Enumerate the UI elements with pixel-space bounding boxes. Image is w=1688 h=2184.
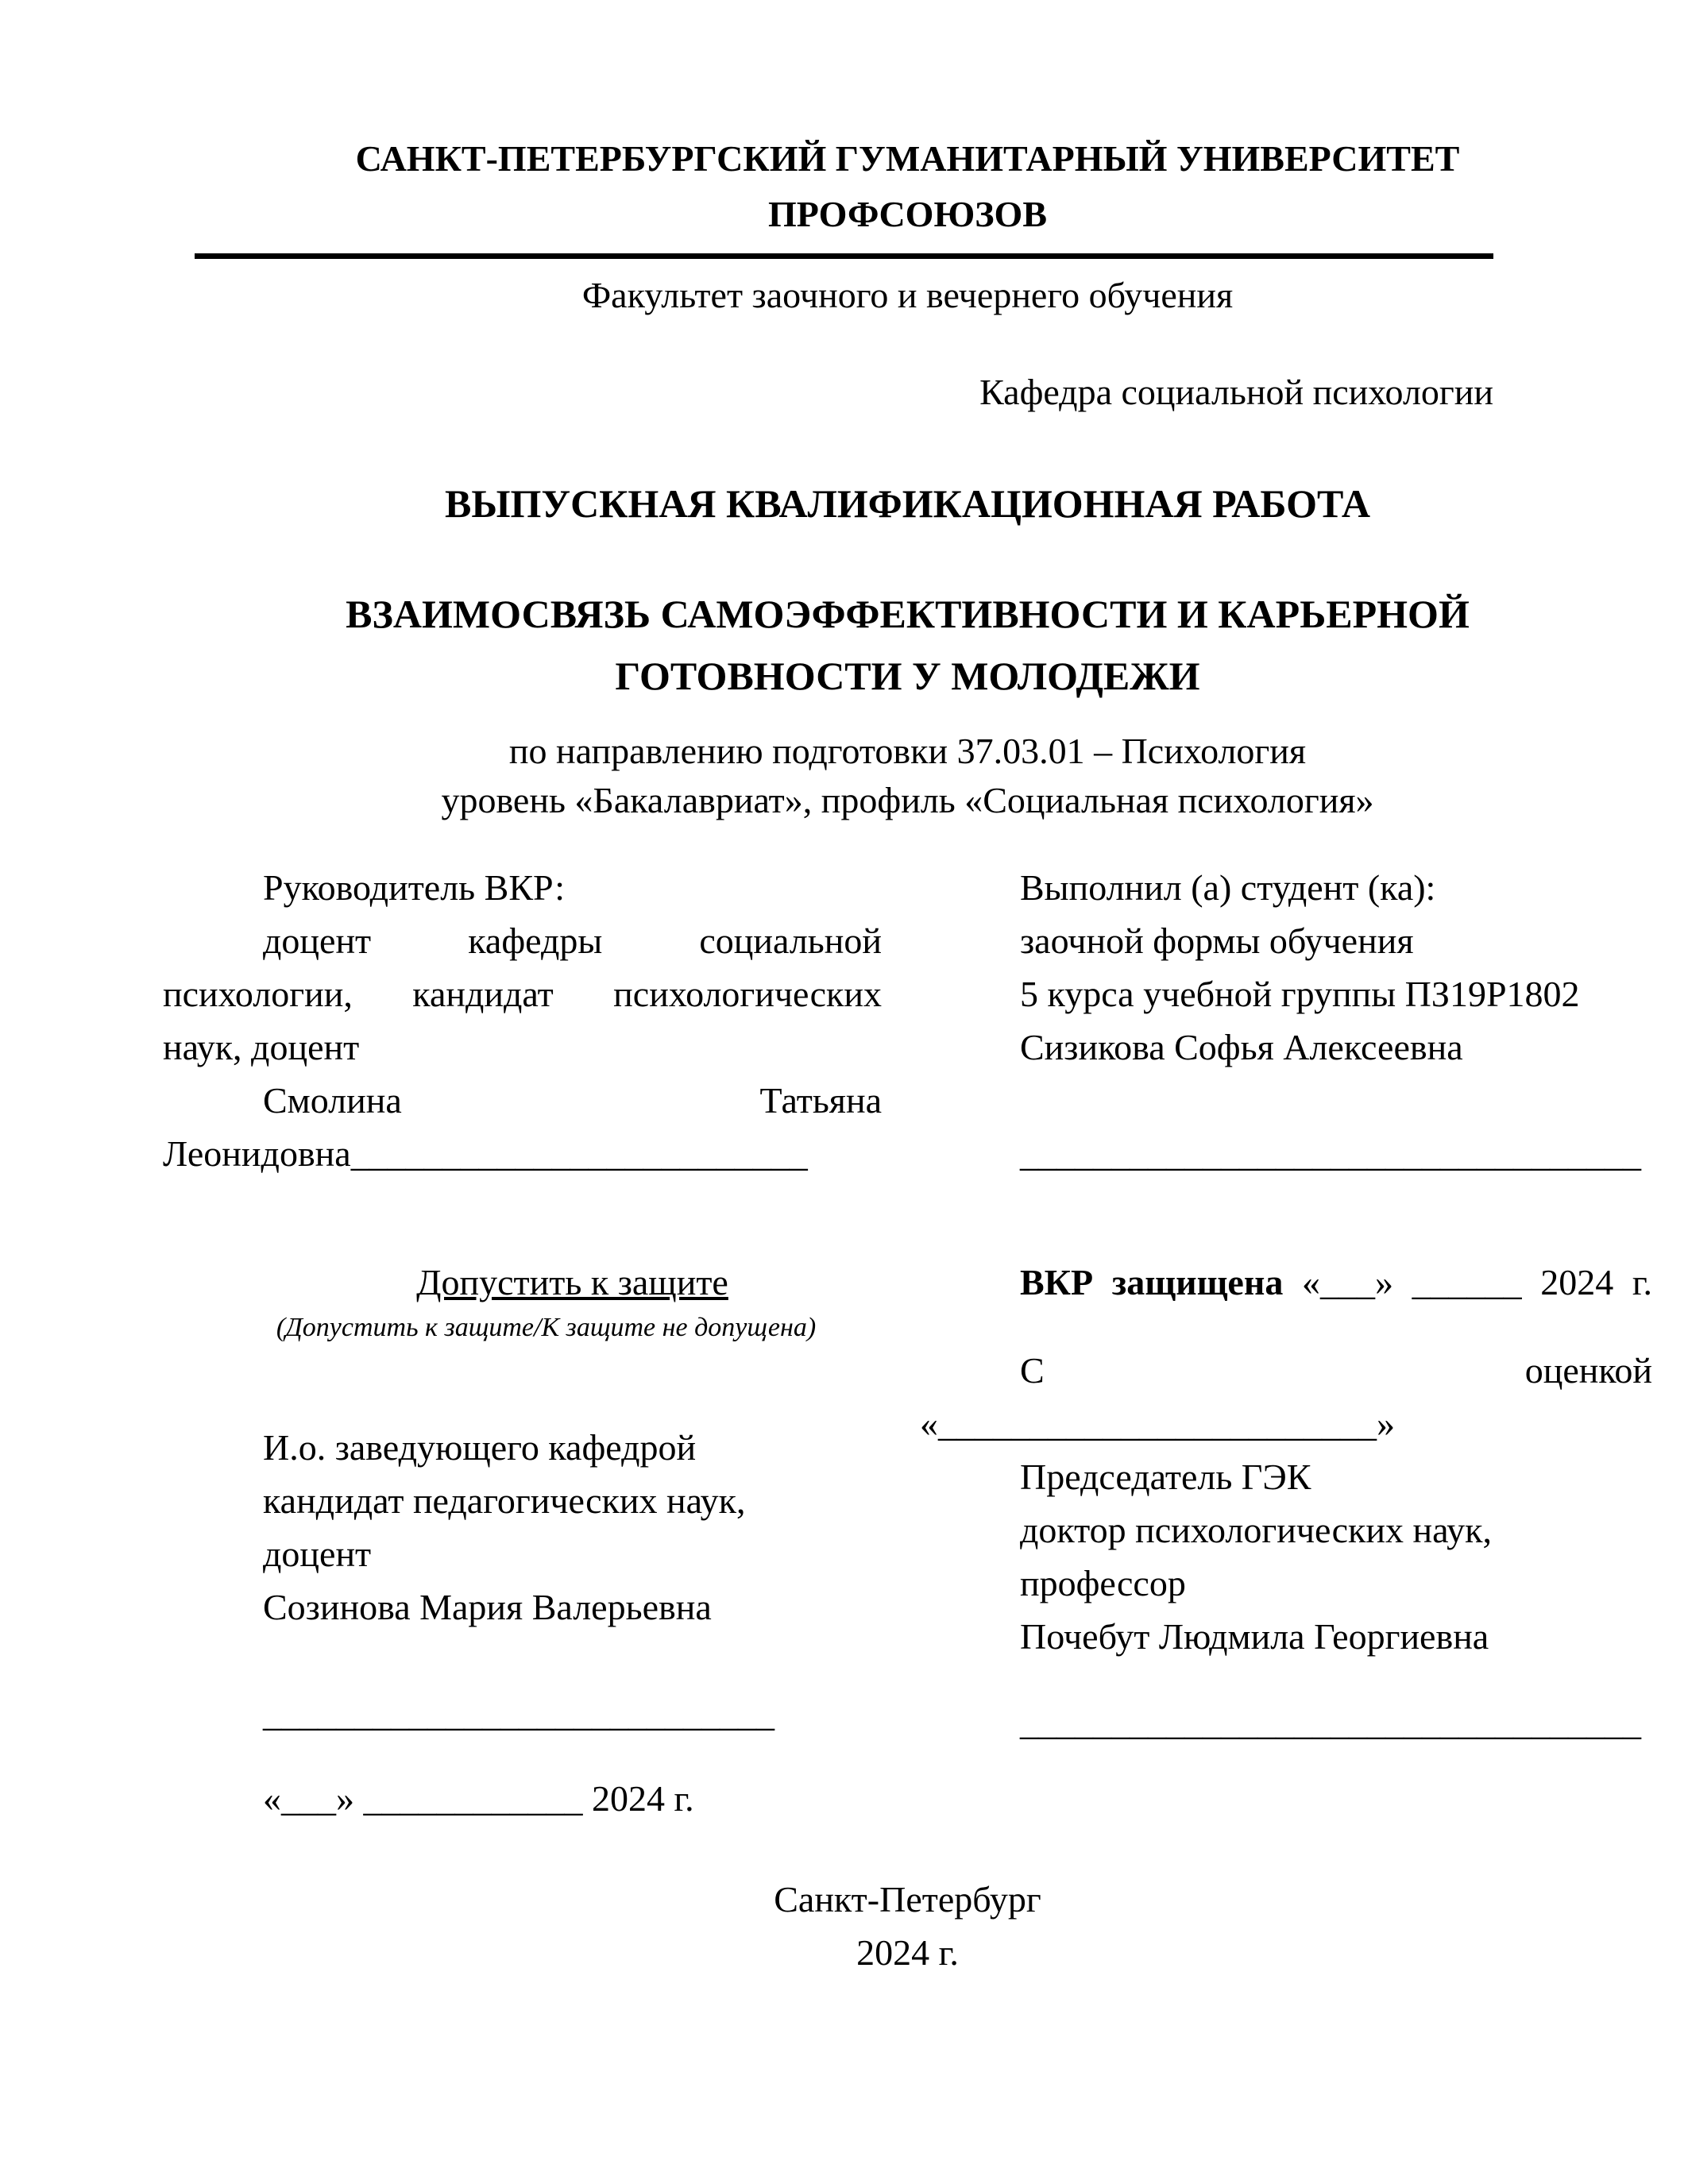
gec-chair-signature-line: __________________________________	[1020, 1702, 1641, 1742]
admission-column	[163, 1256, 882, 1825]
admission-heading-line	[263, 1256, 882, 1309]
student-label: Выполнил (а) студент (ка):	[1020, 867, 1436, 908]
dept-head-position-line1: И.о. заведующего кафедрой	[263, 1427, 697, 1468]
supervisor-name-signature-line: Леонидовна_________________________	[163, 1133, 808, 1174]
dept-head-position-line2: кандидат педагогических наук,	[263, 1480, 746, 1521]
admission-date-line: «___» ____________ 2024 г.	[263, 1778, 694, 1819]
thesis-title-line1: ВЗАИМОСВЯЗЬ САМОЭФФЕКТИВНОСТИ И КАРЬЕРНОЙ	[346, 592, 1470, 636]
defense-date-blanks: «___» ______ 2024 г.	[1301, 1262, 1653, 1302]
supervisor-position-line3: наук, доцент	[163, 1027, 360, 1067]
grade-blank-line: «________________________»	[920, 1403, 1395, 1444]
student-group: 5 курса учебной группы ПЗ19Р1802	[1020, 974, 1580, 1014]
work-type-heading: ВЫПУСКНАЯ КВАЛИФИКАЦИОННАЯ РАБОТА	[445, 481, 1370, 526]
dept-head-name: Созинова Мария Валерьевна	[263, 1587, 712, 1627]
admission-defense-row	[163, 1256, 1652, 1825]
student-study-form: заочной формы обучения	[1020, 920, 1414, 961]
dept-head-position-line3: доцент	[263, 1534, 372, 1574]
gec-chair-name: Почебут Людмила Георгиевна	[1020, 1616, 1489, 1657]
student-name: Сизикова Софья Алексеевна	[1020, 1027, 1463, 1067]
spacer	[920, 1309, 1652, 1344]
faculty-line: Факультет заочного и вечернего обучения	[581, 275, 1234, 315]
spacer	[163, 1347, 882, 1421]
spacer	[920, 1074, 1652, 1127]
program-direction: по направлению подготовки 37.03.01 – Психология	[508, 731, 1307, 771]
gec-chair-label: Председатель ГЭК	[1020, 1457, 1311, 1497]
department-line: Кафедра социальной психологии	[979, 372, 1493, 412]
gec-chair-degree-line1: доктор психологических наук,	[1020, 1510, 1493, 1550]
defense-column	[920, 1256, 1652, 1749]
spacer	[163, 1740, 882, 1772]
gec-chair-degree-line2: профессор	[1020, 1563, 1186, 1603]
dept-head-signature-line: ____________________________	[263, 1693, 774, 1734]
spacer	[920, 1663, 1652, 1696]
supervisor-student-row	[163, 861, 1652, 1180]
spacer	[163, 1634, 882, 1687]
student-column	[920, 861, 1652, 1180]
grade-phrase-line: С оценкой	[1020, 1350, 1652, 1391]
supervisor-position-line1: доцент кафедры социальной	[263, 920, 882, 961]
supervisor-label: Руководитель ВКР:	[263, 867, 566, 908]
university-name-line2: ПРОФСОЮЗОВ	[768, 194, 1047, 234]
supervisor-name-line1: Смолина Татьяна	[263, 1080, 882, 1121]
footer-year: 2024 г.	[856, 1932, 959, 1973]
supervisor-column	[163, 861, 882, 1180]
program-block	[163, 727, 1652, 825]
defense-date-label: ВКР защищена	[1020, 1262, 1284, 1302]
thesis-title-line2: ГОТОВНОСТИ У МОЛОДЕЖИ	[615, 654, 1200, 698]
footer-block	[163, 1873, 1652, 1979]
footer-city: Санкт-Петербург	[774, 1879, 1041, 1920]
admission-heading: Допустить к защите	[416, 1262, 728, 1302]
admission-note: (Допустить к защите/К защите не допущена)	[276, 1313, 817, 1342]
program-level: уровень «Бакалавриат», профиль «Социальная психология»	[441, 780, 1374, 820]
university-name	[163, 131, 1652, 242]
defense-date-line	[920, 1256, 1652, 1309]
thesis-title	[163, 583, 1652, 707]
student-signature-line: __________________________________	[1020, 1133, 1641, 1174]
university-name-line1: САНКТ-ПЕТЕРБУРГСКИЙ ГУМАНИТАРНЫЙ УНИВЕРСИТЕТ	[355, 138, 1460, 179]
header-divider-rule	[195, 253, 1493, 259]
supervisor-position-line2: психологии, кандидат психологических	[163, 974, 882, 1014]
